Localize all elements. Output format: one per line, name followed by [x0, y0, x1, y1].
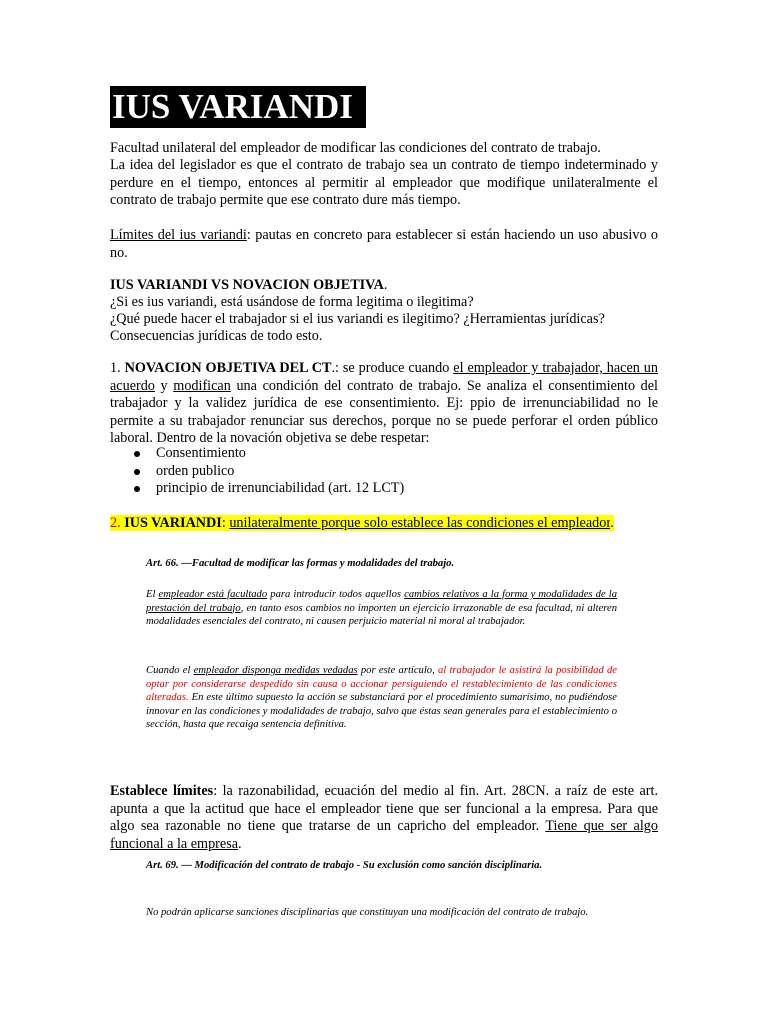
limits-2-end: . [238, 835, 242, 852]
list-item: principio de irrenunciabilidad (art. 12 LCT) [110, 480, 630, 498]
art66-p2-underline: empleador disponga medidas vedadas [193, 665, 358, 676]
list-item: Consentimiento [110, 445, 630, 463]
limits-label: Límites del ius variandi [110, 227, 247, 243]
art66-p2-red: al trabajador le asistirá la posibilidad de optar por considerarse despedido sin causa o accionar persiguiendo el restablecimiento de las condiciones alteradas. [146, 665, 617, 703]
question-1: ¿Si es ius variandi, está usándose de forma legitima o ilegitima? [110, 294, 474, 310]
question-2: ¿Qué puede hacer el trabajador si el ius variandi es ilegitimo? ¿Herramientas jurídicas? [110, 311, 605, 327]
limits-paragraph [110, 227, 658, 262]
list-item: orden publico [110, 463, 630, 481]
intro-line: Facultad unilateral del empleador de modificar las condiciones del contrato de trabajo. [110, 140, 601, 156]
novacion-underline-1: el empleador y trabajador, hacen un acuerdo [110, 360, 658, 394]
limits-2-underline: Tiene que ser algo funcional a la empresa [110, 818, 658, 852]
requirements-list [110, 445, 630, 498]
novacion-paragraph [110, 360, 658, 448]
section-number-1: 1. [110, 360, 125, 376]
art66-p1-a: El [146, 589, 159, 600]
art66-paragraph-1 [146, 588, 617, 629]
art69-text: No podrán aplicarse sanciones disciplinarias que constituyan una modificación del contrato de trabajo. [146, 907, 589, 918]
vs-heading-text: IUS VARIANDI VS NOVACION OBJETIVA [110, 277, 384, 293]
art66-p1-c: , en tanto esos cambios no importen un ejercicio irrazonable de esa facultad, ni alteren modalidades esenciales del contrato, ni causen perjuicio material ni moral al trabajador. [146, 602, 617, 627]
novacion-text-3: una condición del contrato de trabajo. Se analiza el consentimiento del trabajador y la validez jurídica de ese consentimiento. Ej: ppio de irrenunciabilidad no le permite a su trabajador renunciar sus derechos, porque no se puede perforar el orden público laboral. Dentro de la novación objetiva se debe respetar: [110, 377, 659, 446]
intro-paragraph: La idea del legislador es que el contrato de trabajo sea un contrato de tiempo indeterminado y perdure en el tiempo, entonces al permitir al empleador que modifique unilateralmente el contrato de trabajo permite que ese contrato dure más tiempo. [110, 157, 658, 208]
vs-heading [110, 277, 658, 295]
art69-title: Art. 69. — Modificación del contrato de trabajo - Su exclusión como sanción disciplinaria. [146, 860, 543, 871]
limits-2-label: Establece límites [110, 783, 214, 799]
limits-2-text: : la razonabilidad, ecuación del medio al fin. Art. 28CN. a raíz de este art. apunta a que la actitud que hace el empleador tiene que ser funcional a la empresa. Para que algo sea razonable no tiene que tratarse de un capricho del empleador. [110, 783, 658, 834]
art66-p2-b: por este artículo, [357, 665, 438, 676]
ius-colon: : [221, 515, 230, 531]
ius-heading: IUS VARIANDI [124, 515, 222, 531]
question-3: Consecuencias jurídicas de todo esto. [110, 328, 323, 344]
art66-title: Art. 66. —Facultad de modificar las formas y modalidades del trabajo. [146, 558, 455, 569]
novacion-text-1: .: se produce cuando [331, 360, 454, 376]
limits-text: : pautas en concreto para establecer si están haciendo un uso abusivo o no. [110, 227, 659, 261]
art66-p1-b: para introducir todos aquellos [267, 589, 405, 600]
section-number-2: 2. [110, 515, 125, 531]
art66-p1-underline-1: empleador está facultado [158, 589, 268, 600]
novacion-text-2: y [154, 377, 174, 394]
art66-p1-underline-2: cambios relativos a la forma y modalidades de la prestación del trabajo [146, 589, 617, 614]
vs-heading-end: . [383, 277, 388, 293]
art66-p2-c: En este último supuesto la acción se substanciará por el procedimiento sumarísimo, no pudiéndose innovar en las condiciones y modalidades de trabajo, salvo que éstas sean generales para el establecimiento o sección, hasta que recaiga sentencia definitiva. [146, 692, 617, 730]
page-title: IUS VARIANDI [110, 86, 366, 128]
ius-end: . [610, 515, 614, 531]
limits-2-paragraph [110, 783, 658, 853]
ius-variandi-paragraph [110, 515, 658, 533]
novacion-heading: NOVACION OBJETIVA DEL CT [124, 360, 332, 376]
ius-underlined-text: unilateralmente porque solo establece las condiciones el empleador [229, 515, 611, 531]
novacion-underline-2: modifican [173, 377, 231, 394]
art66-p2-a: Cuando el [146, 665, 194, 676]
art66-paragraph-2 [146, 664, 617, 732]
